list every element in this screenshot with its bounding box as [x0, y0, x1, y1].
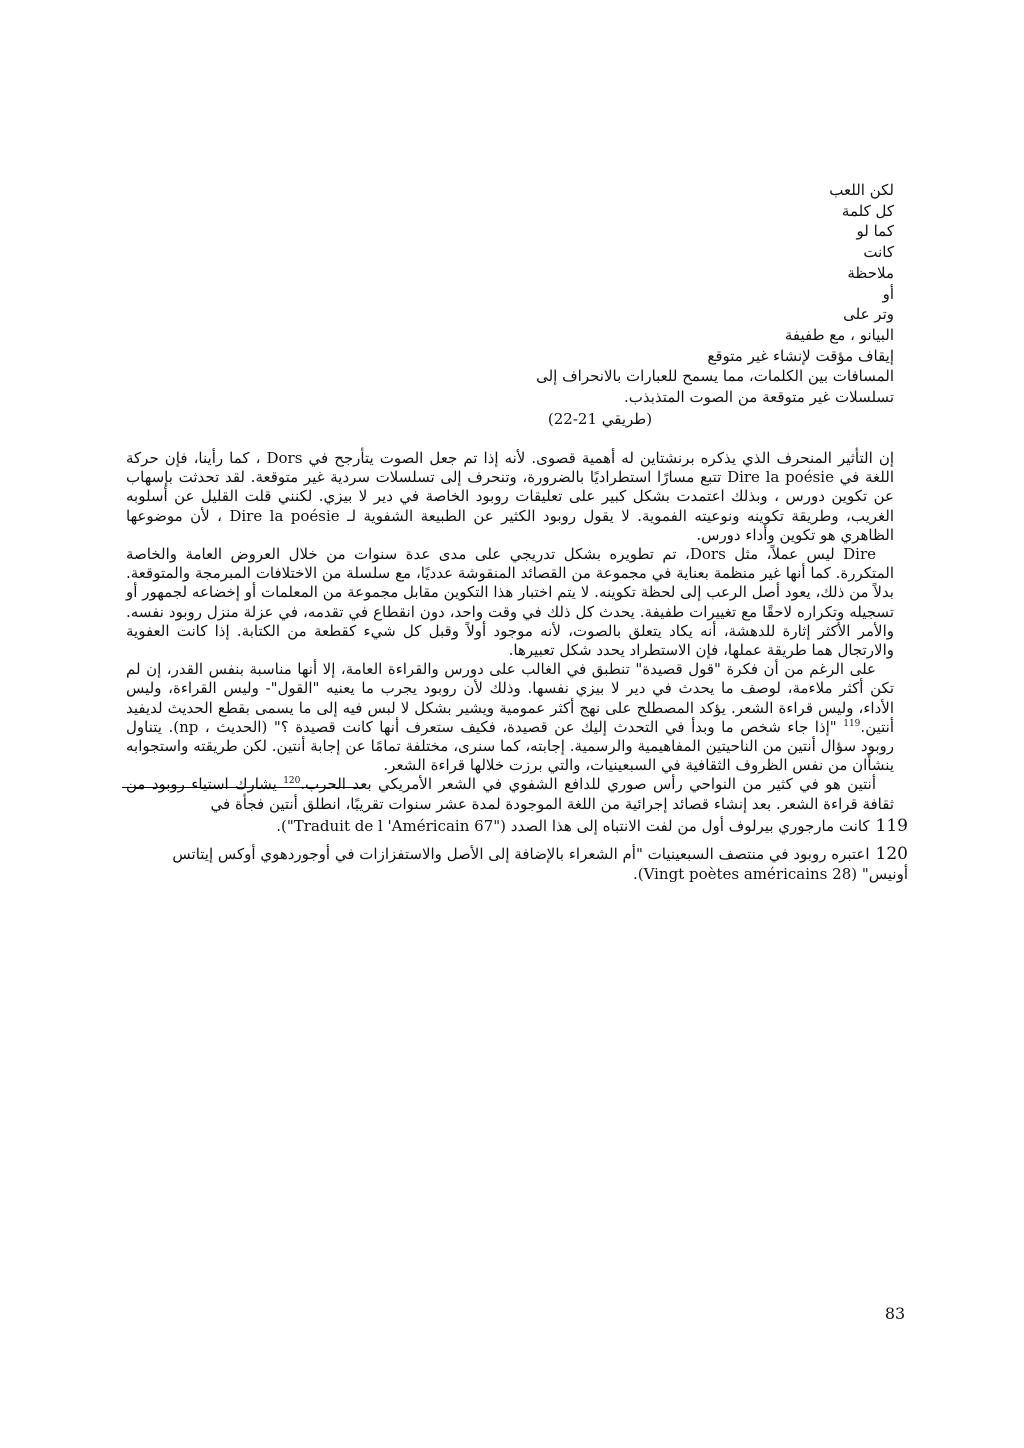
- poem-citation: (طريقي 21-22): [547, 410, 653, 428]
- poem-excerpt: [300, 180, 894, 408]
- poem-line: أو: [882, 284, 894, 303]
- footnote-divider: [122, 787, 364, 788]
- poem-line: إيقاف مؤقت لإنشاء غير متوقع: [707, 346, 894, 365]
- page-number: 83: [884, 1304, 906, 1323]
- poem-line: لكن اللعب: [829, 181, 894, 199]
- body-text: [126, 449, 894, 814]
- poem-line: كانت: [863, 243, 894, 262]
- paragraph: [126, 775, 894, 813]
- footnote-text: كانت مارجوري بيرلوف أول من لفت الانتباه إلى هذا الصدد ("67 Traduit de l 'Américain").: [276, 817, 870, 835]
- poem-line: كما لو: [856, 222, 894, 241]
- poem-line: البيانو ، مع طفيفة: [784, 325, 894, 344]
- paragraph: Dire ليس عملاً، مثل Dors، تم تطويره بشكل تدريجي على مدى عدة سنوات من خلال العروض العامة والخاصة المتكررة. كما أنها غير منظمة بعناية في مجموعة من القصائد المنقوشة عدديًا، مع سلسلة من الاختلافات المبرمجة والمتوقعة. بدلاً من ذلك، يعود أصل الرعب إلى لحظة تكوينه. لا يتم اختبار هذا التكوين مقابل مجموعة من المعلمات أو إخضاعه لجمهور أو تسجيله وتكراره لاحقًا مع تغييرات طفيفة. يحدث كل ذلك في وقت واحد، دون انقطاع في تقدمه، في عزلة منزل روبود نفسه. والأمر الأكثر إثارة للدهشة، أنه يكاد يتعلق بالصوت، لأنه موجود أولاً وقبل كل شيء كقطعة من الكتابة. إذا كانت العفوية والارتجال هما طريقة عملها، فإن الاستطراد يحدد شكل تعبيرها.: [126, 545, 894, 660]
- footnote-ref-120[interactable]: 120: [283, 776, 301, 787]
- footnote-119: [126, 816, 908, 836]
- paragraph: إن التأثير المنحرف الذي يذكره برنشتاين له أهمية قصوى. لأنه إذا تم جعل الصوت يتأرجح في Dors ، كما رأينا، فإن حركة اللغة في Dire la poésie تتبع مسارًا استطراديًا بالضرورة، وتنحرف إلى تسلسلات سردية غير متوقعة. لقد تحدثت بإسهاب عن تكوين دورس ، وبذلك اعتمدت بشكل كبير على تعليقات روبود الخاصة في دير لا بيزي. لكنني قلت القليل عن أسلوبه الغريب، وطريقة تكوينه ونوعيته الفموية. لا يقول روبود الكثير عن الطبيعة الشفوية لـ Dire la poésie ، لأن موضوعها الظاهري هو تكوين وأداء دورس.: [126, 449, 895, 544]
- poem-line: وتر على: [843, 305, 894, 324]
- paragraph-text: يشارك استياء روبود من ثقافة قراءة الشعر. بعد إنشاء قصائد إجرائية من اللغة الموجودة لمدة عشر سنوات تقريبًا، انطلق أنتين فجأة في: [126, 775, 894, 813]
- paragraph-text: على الرغم من أن فكرة "قول قصيدة" تنطبق في الغالب على دورس والقراءة العامة، إلا أنها مناسبة بنفس القدر، إن لم تكن أكثر ملاءمة، لوصف ما يحدث في دير لا بيزي نفسها. وذلك لأن روبود يجرب ما يعنيه "القول"- وليس القراءة، وليس الأداء، وليس قراءة الشعر. يؤكد المصطلح على نهج أكثر عمومية ويشير بشكل لا لبس فيه إلى ما يسمى بقطع الحديث لديفيد أنتين.: [126, 660, 895, 736]
- poem-line: تسلسلات غير متوقعة من الصوت المتذبذب.: [623, 388, 894, 407]
- footnote-text: اعتبره روبود في منتصف السبعينيات "أم الشعراء بالإضافة إلى الأصل والاستفزازات في أوجوردهوي أوكس إيتاتس أونيس" (Vingt poètes américains 28).: [172, 845, 908, 883]
- footnote-number: 120: [875, 844, 908, 864]
- paragraph-text: أنتين هو في كثير من النواحي رأس صوري للدافع الشفوي في الشعر الأمريكي بعد الحرب.: [300, 775, 876, 794]
- footnote-ref-119[interactable]: 119: [843, 718, 861, 729]
- footnote-number: 119: [875, 816, 908, 836]
- poem-line: كل كلمة: [841, 201, 894, 220]
- footnotes: [126, 816, 908, 892]
- poem-line: ملاحظة: [847, 263, 894, 282]
- paragraph-text: "إذا جاء شخص ما وبدأ في التحدث إليك عن قصيدة، فكيف ستعرف أنها كانت قصيدة ؟" (الحديث ، np). يتناول روبود سؤال أنتين من الناحيتين المفاهيمية والرسمية. إجابته، كما سنرى، مختلفة تمامًا عن إجابة أنتين. لكن طريقته واستجوابه ينشأان من نفس الظروف الثقافية في السبعينيات، والتي برزت خلالها قراءة الشعر.: [126, 717, 894, 775]
- paragraph: [126, 660, 894, 775]
- footnote-120: [126, 844, 908, 884]
- poem-line: المسافات بين الكلمات، مما يسمح للعبارات بالانحراف إلى: [536, 367, 894, 386]
